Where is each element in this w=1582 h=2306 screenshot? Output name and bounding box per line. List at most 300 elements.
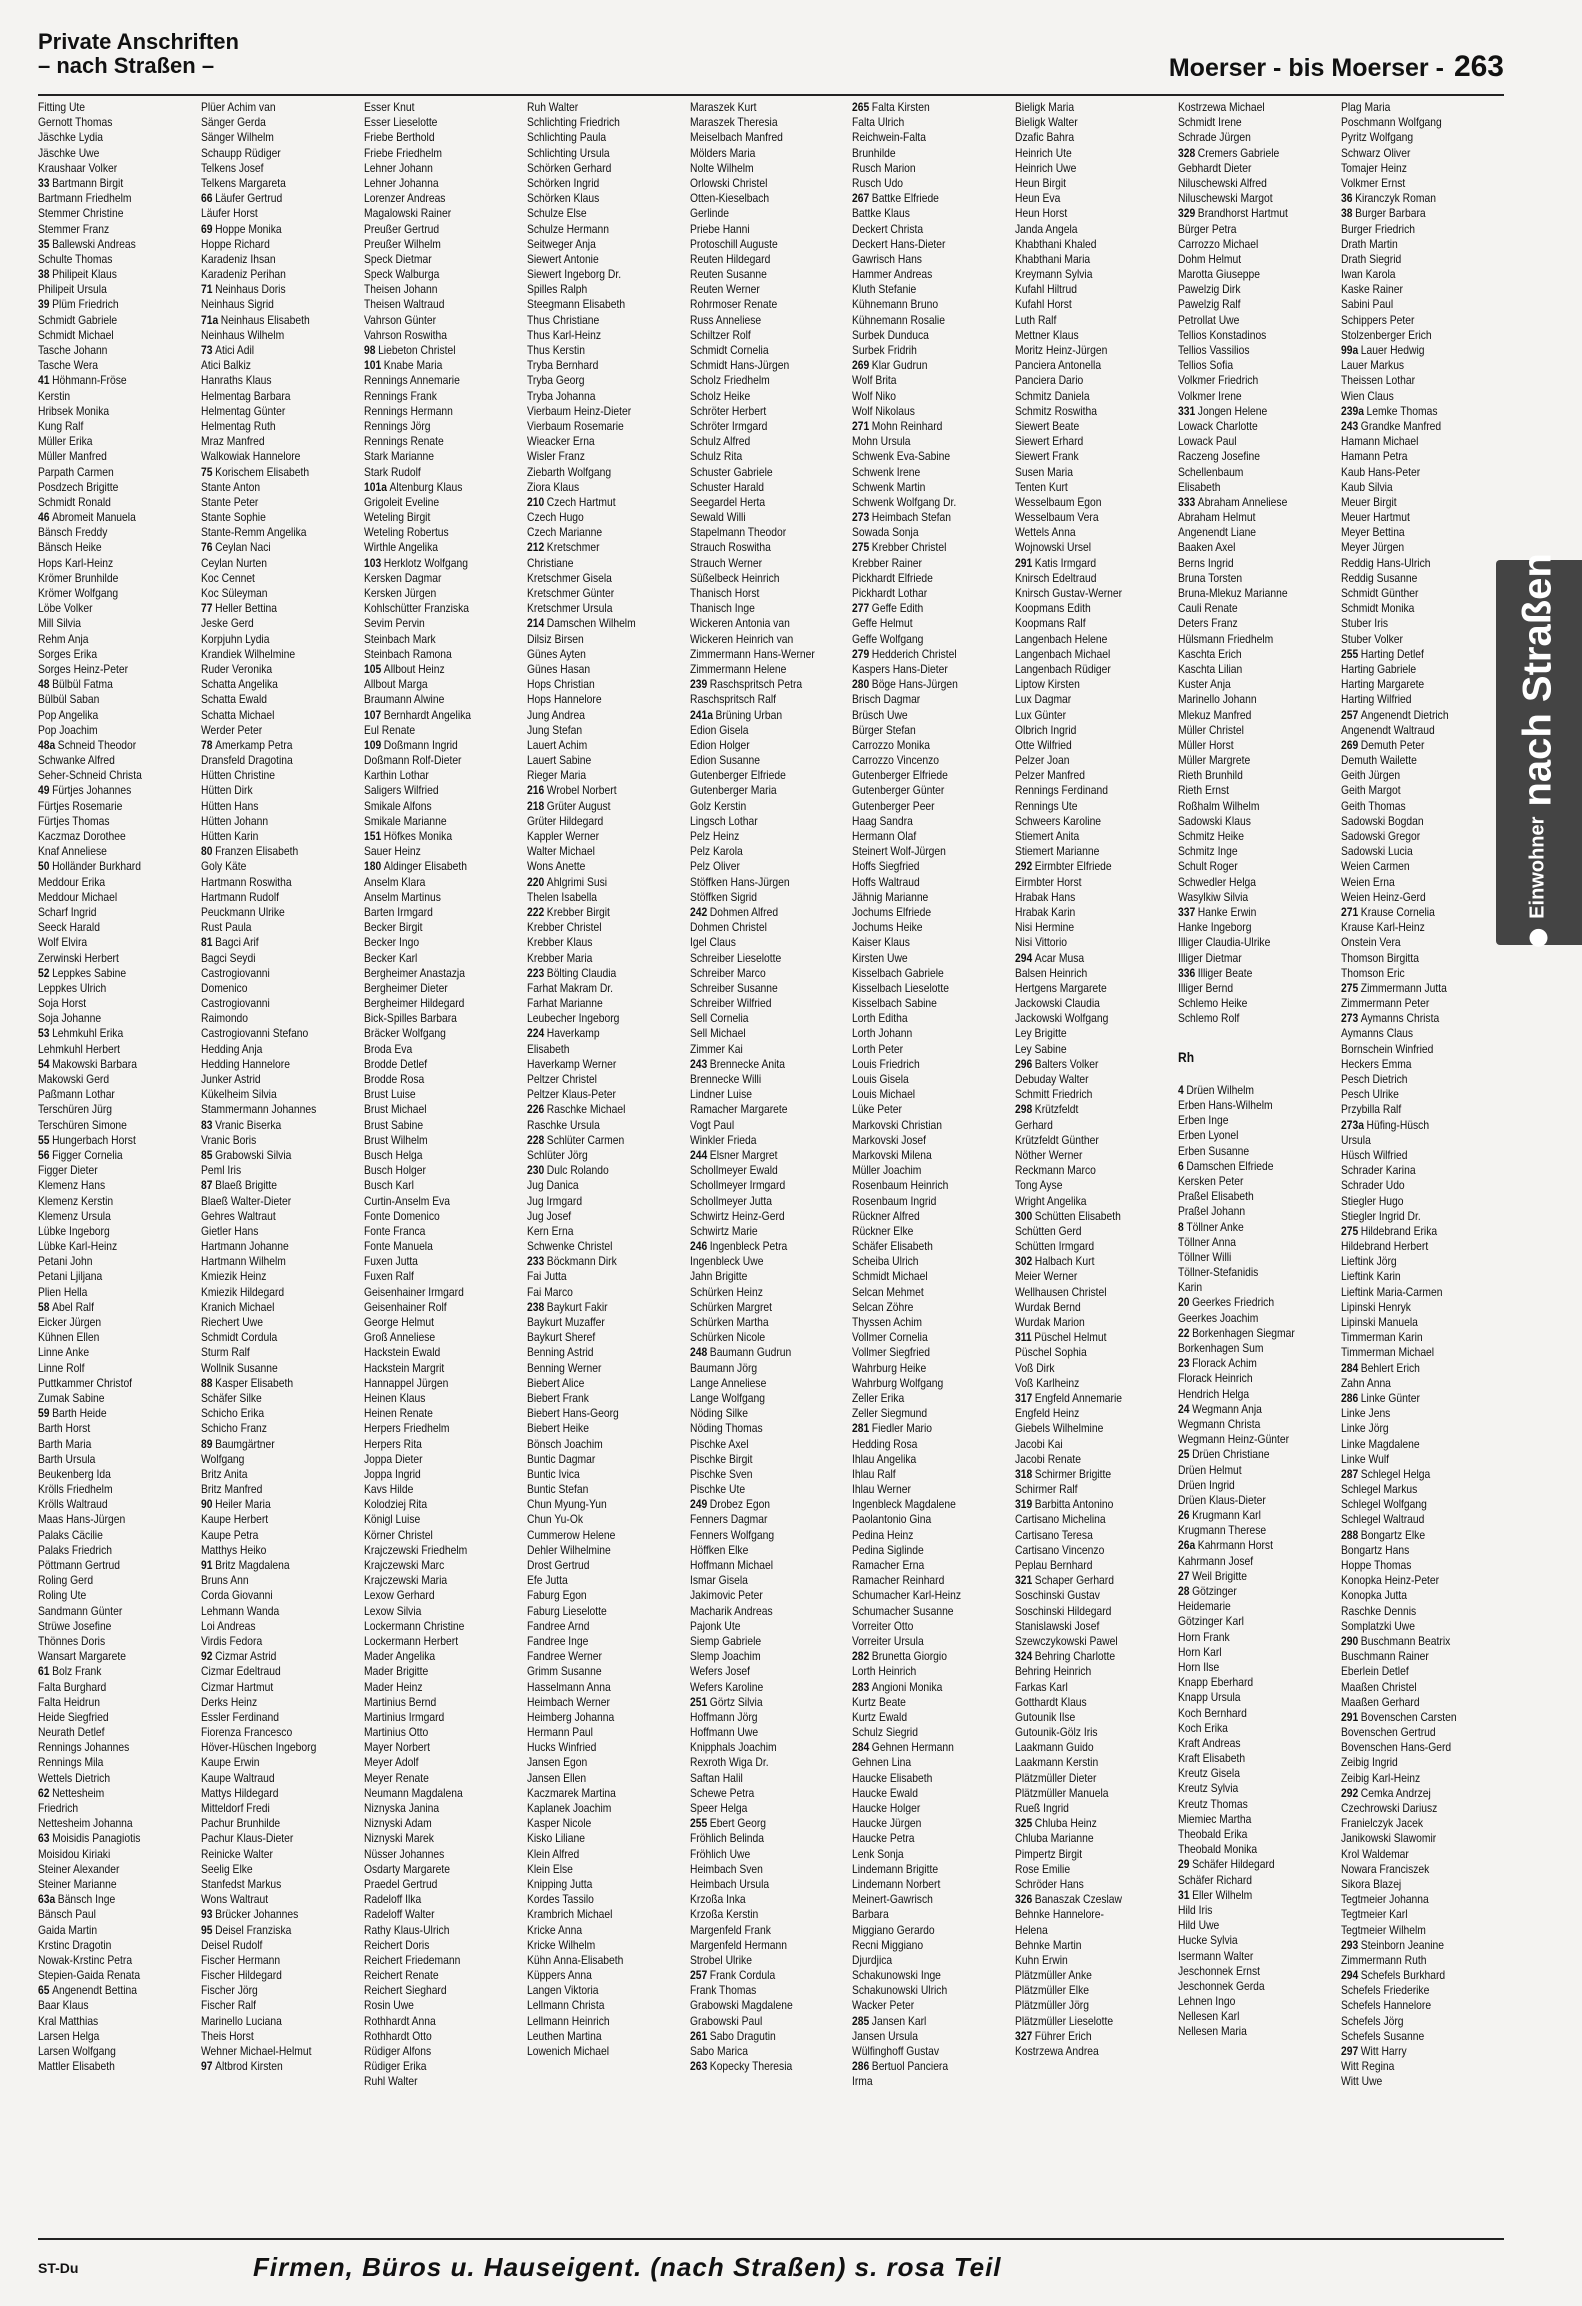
header-rule [38,94,1504,96]
directory-entry: Püschel Sophia [1015,1345,1088,1360]
directory-entry: Moisidou Kiriaki [38,1846,111,1861]
directory-entry: Scholz Heike [689,388,750,403]
directory-entry: 91 Britz Magdalena [200,1558,290,1572]
footer-note: Firmen, Büros u. Hauseigent. (nach Straßen) s. rosa Teil [253,2252,1002,2282]
directory-entry: Margenfeld Hermann [689,1937,787,1952]
directory-entry: Louis Friedrich [852,1056,921,1071]
directory-entry: Wollnik Susanne [200,1360,278,1375]
house-number: 101 [363,358,381,373]
house-number: 92 [200,1649,213,1664]
directory-entry: Krzoßa Inka [689,1892,746,1907]
directory-entry: Mölders Maria [689,145,755,160]
directory-entry: Schwenk Wolfgang Dr. [852,494,957,509]
house-number: 59 [38,1406,50,1421]
directory-entry: Farhat Marianne [526,996,603,1011]
directory-entry: Schmitz Heike [1178,829,1245,843]
directory-entry: Nöther Werner [1015,1147,1083,1162]
directory-entry: Kufahl Horst [1015,297,1073,312]
directory-entry: Selcan Zöhre [852,1299,914,1314]
directory-entry: Seelig Elke [200,1861,253,1876]
directory-entry: Busch Karl [363,1178,414,1193]
directory-entry: Haucke Holger [852,1801,921,1815]
directory-entry: Pischke Birgit [689,1451,753,1466]
directory-entry: Kavs Hilde [363,1482,414,1497]
directory-entry: Kirsten Uwe [852,950,909,965]
directory-entry: Pedina Siglinde [852,1542,925,1557]
directory-entry: Demuth Wailette [1341,753,1418,768]
directory-entry: Erben Inge [1178,1113,1229,1128]
directory-entry: Krölls Waltraud [38,1497,108,1512]
directory-entry: Peuckmann Ulrike [200,904,285,919]
directory-entry: Walkowiak Hannelore [200,449,301,464]
house-number: 281 [852,1421,870,1436]
directory-entry: 6 Damschen Elfriede [1178,1158,1274,1173]
directory-entry: 53 Lehmkuhl Erika [38,1026,124,1041]
house-number: 300 [1015,1208,1033,1223]
directory-entry: Stuber Iris [1341,616,1389,631]
directory-entry: Neumann Magdalena [363,1785,463,1800]
house-number: 6 [1178,1158,1184,1173]
directory-entry: Brüsch Uwe [852,707,909,722]
house-number: 288 [1341,1527,1359,1542]
directory-entry: Lieftink Karin [1341,1269,1401,1284]
directory-entry: Fischer Jörg [200,1983,258,1998]
directory-entry: Soja Horst [38,996,87,1011]
directory-entry: Saftan Halil [689,1770,743,1785]
directory-entry: Pop Joachim [38,722,98,737]
house-number: 63a [38,1892,56,1907]
directory-entry: Doßmann Rolf-Dieter [363,753,462,768]
directory-entry: Kolodziej Rita [363,1497,427,1512]
directory-entry: Geith Margot [1341,783,1401,798]
directory-entry: Hedding Hannelore [200,1056,290,1071]
directory-entry: Ruder Veronika [200,661,273,676]
directory-entry: Rothhardt Anna [363,2013,436,2028]
house-number: 46 [38,510,50,525]
directory-entry: Stuber Volker [1341,631,1404,646]
directory-entry: Schürken Nicole [689,1330,765,1345]
directory-entry: Knipphals Joachim [689,1740,777,1755]
directory-entry: Knirsch Edeltraud [1015,570,1097,585]
directory-entry: Theissen Lothar [1341,373,1416,388]
directory-entry: 243 Brennecke Anita [689,1056,785,1071]
directory-entry: Tasche Johann [38,343,108,357]
directory-entry: 8 Töllner Anke [1178,1219,1244,1234]
directory-entry: Maaßen Christel [1341,1679,1417,1694]
directory-entry: Stante Anton [200,479,260,494]
directory-entry: Martinius Otto [363,1725,429,1740]
directory-entry: Bänsch Paul [38,1907,96,1922]
directory-entry: 275 Hildebrand Erika [1341,1223,1438,1238]
directory-entry: Palaks Cäcilie [38,1527,103,1542]
directory-entry: 4 Drüen Wilhelm [1178,1082,1255,1097]
directory-entry: Haucke Petra [852,1831,915,1846]
directory-entry: Witt Regina [1341,2059,1395,2074]
directory-entry: Pesch Ulrike [1341,1087,1400,1102]
directory-entry: Heimbach Sven [689,1861,763,1876]
directory-entry: Protoschill Auguste [689,236,778,251]
directory-entry: 239a Lemke Thomas [1341,403,1438,418]
directory-entry: Stark Marianne [363,449,434,464]
directory-entry: Stanfedst Markus [200,1876,282,1891]
directory-entry: Mill Silvia [38,616,82,631]
house-number: 93 [200,1907,213,1922]
house-number: 71 [200,282,213,297]
house-number: 56 [38,1147,50,1162]
directory-entry: Mader Heinz [363,1679,423,1694]
directory-entry: Bruns Ann [200,1573,249,1588]
directory-entry: Hackstein Margrit [363,1360,445,1375]
house-number: 263 [689,2059,707,2074]
directory-entry: Knaf Anneliese [38,844,107,859]
directory-entry: Soschinski Gustav [1015,1588,1101,1603]
house-number: 77 [200,601,213,616]
directory-entry: Corda Giovanni [200,1588,273,1603]
house-number: 318 [1015,1466,1033,1481]
directory-entry: Lorth Peter [852,1041,904,1056]
directory-entry: Spilles Ralph [526,282,587,297]
directory-entry: 63a Bänsch Inge [38,1892,116,1907]
directory-entry: Plien Hella [38,1284,88,1299]
directory-entry: Sowada Sonja [852,525,919,540]
house-number: 233 [526,1254,544,1269]
directory-entry: Steinert Wolf-Jürgen [852,844,947,859]
directory-entry: Gutounik Ilse [1015,1709,1076,1724]
directory-entry: Battke Klaus [852,206,911,221]
directory-entry: Faburg Egon [526,1588,587,1603]
house-number: 99a [1341,343,1359,357]
directory-entry: Lorth Heinrich [852,1664,917,1679]
directory-entry: Palaks Friedrich [38,1542,112,1557]
directory-entry: Schmitz Daniela [1015,388,1090,403]
directory-entry: Kaczmarek Martina [526,1785,616,1800]
directory-entry: Kostrzewa Andrea [1015,2044,1100,2058]
house-number: 286 [1341,1390,1359,1405]
directory-entry: 105 Allbout Heinz [363,661,445,676]
directory-entry: Krützfeldt Günther [1015,1132,1100,1147]
directory-entry: Hucke Sylvia [1178,1933,1238,1948]
directory-entry: Przybilla Ralf [1341,1102,1402,1117]
house-number: 269 [1341,737,1359,752]
directory-entry: Tellios Konstadinos [1178,327,1267,342]
directory-entry: Behnke Hannelore- [1015,1907,1105,1922]
directory-entry: Osdarty Margarete [363,1861,450,1876]
directory-entry: Müller Manfred [38,449,107,464]
directory-entry: Wefers Karoline [689,1679,763,1694]
directory-entry: Reckmann Marco [1015,1163,1097,1178]
directory-entry: Hamann Petra [1341,449,1408,464]
house-number: 230 [526,1163,544,1178]
directory-entry: Wegmann Christa [1178,1416,1261,1431]
directory-entry: Hribsek Monika [38,403,110,418]
directory-entry: Roling Gerd [38,1573,94,1588]
directory-entry: Carrozzo Michael [1178,236,1259,251]
directory-entry: Panciera Dario [1015,373,1084,388]
directory-entry: Tegtmeier Johanna [1341,1892,1429,1907]
directory-entry: Lexow Gerhard [363,1588,435,1603]
directory-entry: Zimmermann Peter [1341,996,1430,1011]
directory-entry: Theobald Monika [1178,1842,1258,1857]
directory-entry: Lellmann Heinrich [526,2013,610,2028]
directory-entry: Heimbach Ursula [689,1876,769,1891]
directory-entry: Sänger Gerda [200,115,266,130]
house-number: 23 [1178,1356,1190,1371]
directory-entry: Gotthardt Klaus [1015,1694,1088,1709]
directory-entry: Anselm Klara [363,874,426,889]
directory-entry: Posdzech Brigitte [38,479,119,494]
directory-entry: Haucke Ewald [852,1785,919,1800]
directory-entry: Lipinski Henryk [1341,1299,1412,1314]
directory-entry: Knapp Eberhard [1178,1675,1254,1690]
house-number: 20 [1178,1295,1190,1310]
directory-entry: Wasylkiw Silvia [1178,889,1249,904]
directory-column [38,100,194,2230]
directory-entry: Liptow Kirsten [1015,677,1081,692]
directory-entry: Vahrson Günter [363,312,436,327]
directory-entry: 292 Eirmbter Elfriede [1015,859,1112,874]
directory-entry: 271 Krause Cornelia [1341,904,1435,919]
directory-entry: Pajonk Ute [689,1618,741,1633]
directory-entry: 61 Bolz Frank [38,1664,102,1679]
directory-entry: Karadeniz Ihsan [200,251,276,266]
directory-entry: 85 Grabowski Silvia [200,1147,292,1162]
directory-entry: Gietler Hans [200,1223,259,1238]
house-number: 103 [363,555,381,570]
directory-entry: Markovski Christian [852,1117,943,1132]
directory-entry: Lindemann Brigitte [852,1861,939,1876]
house-number: 8 [1178,1219,1184,1234]
directory-entry: Ramacher Reinhard [852,1573,945,1588]
house-number: 4 [1178,1082,1184,1097]
directory-entry: Figger Dieter [38,1163,98,1178]
directory-entry: Kurtz Beate [852,1694,907,1709]
directory-entry: Kaspers Hans-Dieter [852,661,949,676]
directory-entry: Horn Frank [1178,1629,1230,1644]
directory-entry: Hütten Johann [200,813,269,828]
directory-entry: Herpers Friedhelm [363,1421,450,1436]
directory-entry: Reddig Susanne [1341,570,1418,585]
directory-entry: Krambrich Michael [526,1907,613,1922]
directory-entry: Saligers Wilfried [363,783,439,798]
directory-entry: 50 Holländer Burkhard [38,859,141,874]
directory-entry: Drath Siegrid [1341,251,1402,266]
directory-entry: Töllner Willi [1178,1249,1232,1264]
directory-entry: Gernott Thomas [38,115,113,130]
directory-entry: Meddour Erika [38,874,106,889]
house-number: 31 [1178,1887,1190,1902]
directory-entry: Rose Emilie [1015,1861,1071,1876]
house-number: 95 [200,1922,213,1937]
directory-entry: 275 Krebber Christel [852,540,947,555]
directory-entry: 297 Witt Harry [1341,2044,1407,2058]
directory-entry: Klemenz Kerstin [38,1193,114,1208]
directory-entry: Zimmermann Hans-Werner [689,646,815,661]
directory-entry: Müller Joachim [852,1163,922,1178]
directory-entry: Günes Hasan [526,661,590,676]
directory-entry: Hartmann Roswitha [200,874,292,889]
directory-entry: Heimbach Werner [526,1694,610,1709]
directory-entry: Stanislawski Josef [1015,1618,1100,1633]
directory-entry: Kersken Peter [1178,1173,1244,1188]
directory-entry: Rieger Maria [526,768,586,783]
directory-entry: Schreiber Susanne [689,980,778,995]
directory-entry: 23 Florack Achim [1178,1356,1258,1371]
directory-entry: Luth Ralf [1015,312,1057,327]
directory-entry: Dehler Wilhelmine [526,1542,611,1557]
directory-entry: Lipinski Manuela [1341,1315,1418,1329]
directory-entry: Strüwe Josefine [38,1618,112,1633]
directory-entry: Pyritz Wolfgang [1341,130,1414,145]
house-number: 255 [1341,646,1359,661]
directory-entry: Gutenberger Peer [852,798,936,813]
directory-column [852,100,1009,2230]
directory-entry: Wieacker Erna [526,434,595,449]
house-number: 38 [38,267,50,282]
directory-entry: Krebber Rainer [852,555,923,570]
directory-entry: Vorreiter Otto [852,1618,914,1633]
directory-entry: Nüsser Johannes [363,1846,445,1861]
directory-entry: Lauert Achim [526,737,587,752]
directory-entry: Siewert Ingeborg Dr. [526,267,621,282]
directory-entry: 244 Elsner Margret [689,1147,778,1162]
directory-entry: Süßelbeck Heinrich [689,570,780,585]
directory-entry: Töllner-Stefanidis [1178,1265,1259,1280]
house-number: 324 [1015,1649,1033,1664]
directory-entry: Bänsch Freddy [38,525,108,540]
directory-entry: Schumacher Karl-Heinz [852,1588,962,1603]
directory-entry: Somplatzki Uwe [1341,1618,1416,1633]
directory-entry: Sadowski Klaus [1178,813,1252,828]
directory-entry: Jung Andrea [526,707,585,722]
house-number: 54 [38,1056,50,1071]
directory-entry: Schefels Hannelore [1341,1998,1432,2013]
directory-entry: Wons Anette [526,859,585,874]
directory-entry: Schefels Jörg [1341,2013,1404,2028]
directory-entry: Loi Andreas [200,1618,256,1633]
directory-entry: Schulz Rita [689,449,742,464]
directory-entry: Kaupe Waltraud [200,1770,275,1785]
directory-entry: Anselm Martinus [363,889,441,904]
directory-entry: Kaupe Petra [200,1527,259,1542]
directory-entry: 285 Jansen Karl [852,2013,927,2028]
directory-entry: Dzafic Bahra [1015,130,1075,145]
directory-entry: Müller Christel [1178,722,1245,737]
directory-entry: Schult Roger [1178,859,1238,874]
header-subtitle: – nach Straßen – [38,53,215,78]
directory-entry: Eul Renate [363,722,415,737]
directory-entry: Fiorenza Francesco [200,1725,293,1740]
directory-entry: Zeller Siegmund [852,1406,928,1421]
directory-entry: Meddour Michael [38,889,118,904]
directory-entry: Broda Eva [363,1041,412,1056]
house-number: 75 [200,464,213,479]
directory-entry: 101 Knabe Maria [363,358,443,373]
directory-entry: Makowski Gerd [38,1072,110,1086]
directory-entry: 290 Buschmann Beatrix [1341,1633,1451,1648]
directory-entry: Bänsch Heike [38,540,102,555]
directory-entry: 328 Cremers Gabriele [1178,145,1280,160]
house-number: 285 [852,2013,870,2028]
directory-entry: Burger Friedrich [1341,221,1416,236]
directory-entry: Kaschta Erich [1178,646,1242,661]
directory-entry: Schulze Hermann [526,221,609,236]
directory-entry: Schweers Karoline [1015,813,1102,828]
directory-entry: Puttkammer Christof [38,1375,133,1390]
directory-entry: Harting Wilfried [1341,692,1412,707]
directory-entry: Müller Erika [38,434,93,449]
directory-entry: Onstein Vera [1341,935,1401,950]
directory-entry: Schlemo Heike [1178,996,1248,1011]
directory-entry: Körner Christel [363,1527,433,1542]
directory-entry: Tellios Vassilios [1178,343,1250,357]
directory-entry: Biebert Frank [526,1390,589,1405]
directory-entry: Maraszek Theresia [689,115,778,130]
directory-entry: 41 Höhmann-Fröse [38,373,127,388]
house-number: 25 [1178,1447,1190,1462]
section-tab [1496,553,1582,945]
directory-entry: Bick-Spilles Barbara [363,1011,457,1026]
directory-entry: Speer Helga [689,1801,747,1815]
directory-entry: Larsen Wolfgang [38,2044,116,2058]
directory-entry: Hoffs Waltraud [852,874,921,889]
directory-entry: Hanke Ingeborg [1178,920,1252,935]
house-number: 326 [1015,1892,1033,1907]
house-number: 218 [526,798,544,813]
directory-entry: Cauli Renate [1178,601,1238,616]
directory-entry: Linne Rolf [38,1360,85,1375]
directory-entry: Theisen Johann [363,282,438,297]
directory-entry: 286 Linke Günter [1341,1390,1421,1405]
directory-entry: Wurdak Bernd [1015,1299,1082,1314]
directory-entry: Praßel Johann [1178,1204,1246,1219]
directory-entry: Lorth Editha [852,1011,909,1026]
directory-entry: Terschüren Jürg [38,1102,113,1117]
directory-entry: Frank Thomas [689,1983,756,1998]
directory-entry: Theisen Waltraud [363,297,445,312]
house-number: 210 [526,494,544,509]
directory-entry: Hedding Anja [200,1041,263,1056]
directory-entry: 257 Angenendt Dietrich [1341,707,1449,722]
directory-entry: Eberlein Detlef [1341,1664,1409,1679]
directory-entry: Fenners Wolfgang [689,1527,774,1542]
directory-entry: 291 Katis Irmgard [1015,555,1097,570]
directory-entry: 81 Bagci Arif [200,935,259,950]
directory-entry: Volkmer Friedrich [1178,373,1259,388]
directory-entry: Sorges Heinz-Peter [38,661,129,676]
directory-entry: Jackowski Wolfgang [1015,1011,1109,1026]
directory-entry: Linke Wulf [1341,1451,1390,1466]
directory-entry: Schröter Irmgard [689,418,767,433]
directory-entry: Wojnowski Ursel [1015,540,1092,555]
directory-entry: 293 Steinborn Jeanine [1341,1937,1445,1952]
directory-entry: Hops Christian [526,677,595,692]
directory-entry: Pickhardt Lothar [852,586,928,600]
directory-entry: Carrozzo Vincenzo [852,753,940,768]
directory-entry: Kaczmaz Dorothee [38,829,126,843]
directory-entry: Louis Gisela [852,1072,910,1086]
directory-entry: Scheiba Ulrich [852,1254,919,1269]
directory-entry: Drüen Klaus-Dieter [1178,1492,1266,1507]
directory-entry: Castrogiovanni [200,965,270,980]
directory-entry: Ley Brigitte [1015,1026,1067,1041]
house-number: 271 [1341,904,1359,919]
house-number: 63 [38,1831,50,1846]
directory-entry: Scholz Friedhelm [689,373,770,388]
house-number: 298 [1015,1102,1033,1117]
house-number: 321 [1015,1573,1033,1588]
directory-entry: 92 Cizmar Astrid [200,1649,277,1664]
directory-entry: Russ Anneliese [689,312,761,327]
